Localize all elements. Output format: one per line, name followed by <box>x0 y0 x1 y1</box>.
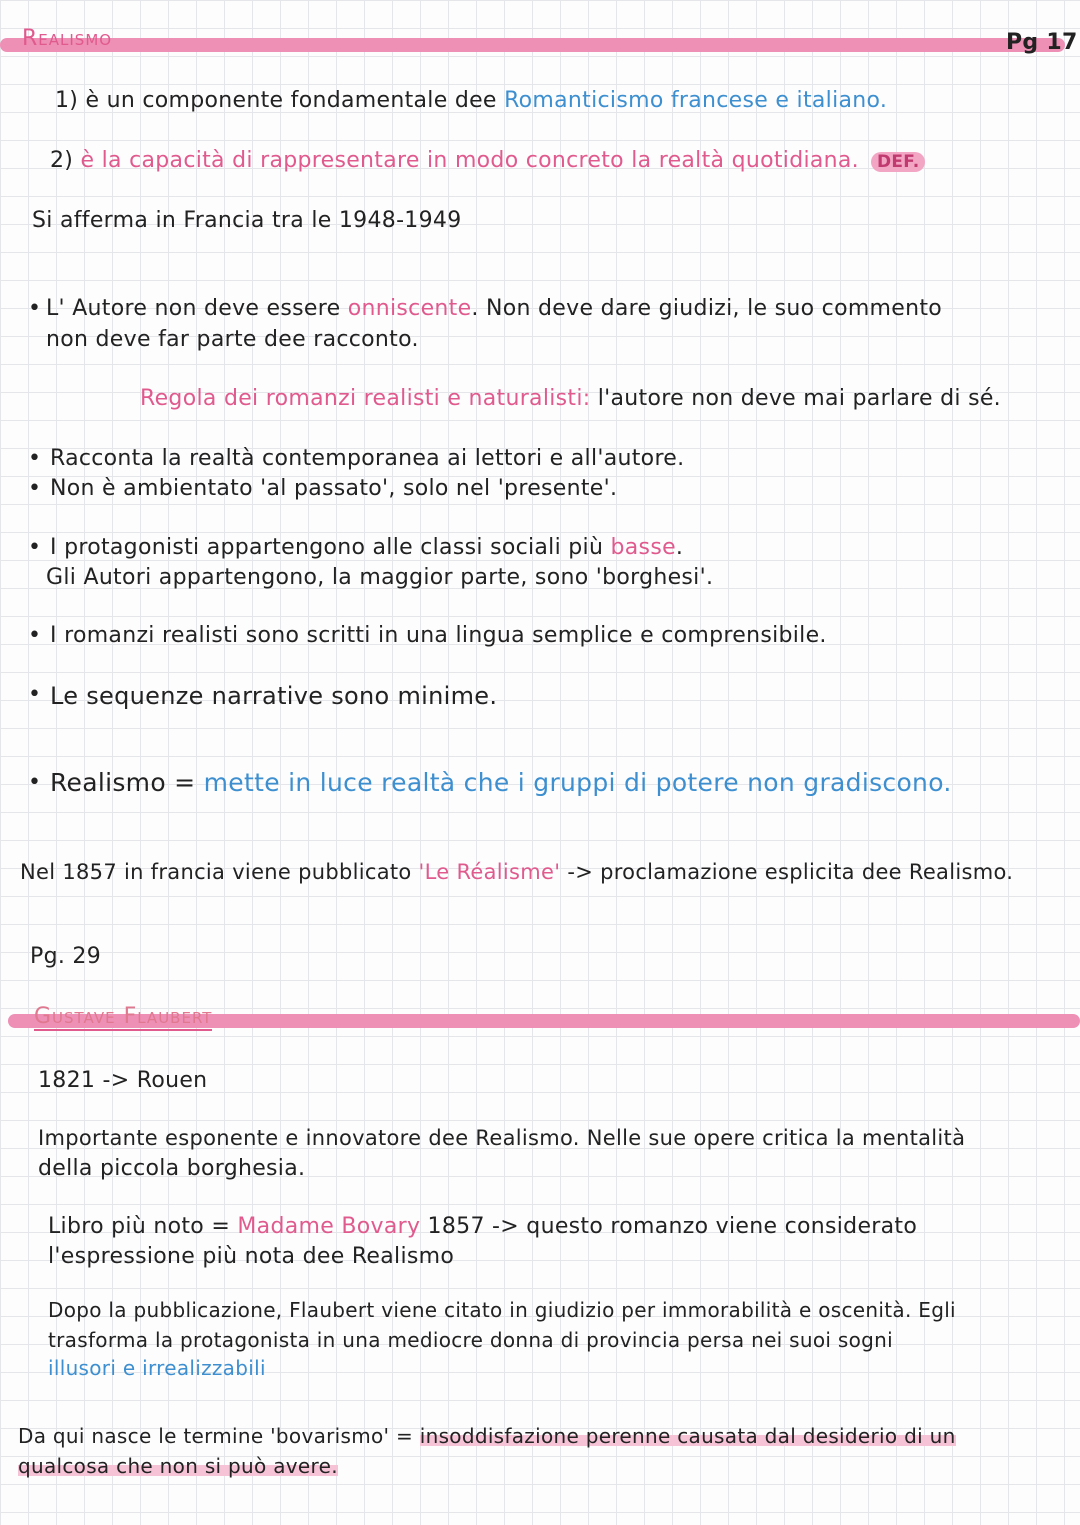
pg29-label: Pg. 29 <box>30 944 102 969</box>
flaubert-p2-line-2: trasforma la protagonista in una mediocre donna di provincia persa nei suoi sogni <box>48 1328 894 1352</box>
publication-title: 'Le Réalisme' <box>418 860 561 884</box>
bullet-6: Le sequenze narrative sono minime. <box>50 682 498 710</box>
bullet-7 <box>50 768 952 797</box>
intro-item-1 <box>55 88 887 113</box>
publication-line <box>20 860 1013 884</box>
bovarismo-term: Da qui nasce le termine 'bovarismo' = <box>18 1424 420 1448</box>
bullet-1-line-2: non deve far parte dee racconto. <box>46 327 419 352</box>
page-title: Realismo <box>22 26 113 51</box>
bullet-dot: • <box>28 682 41 707</box>
bullet-dot: • <box>28 296 41 321</box>
affirm-text: Si afferma in Francia tra le 1948-1949 <box>32 208 462 233</box>
flaubert-p1-line-1: Importante esponente e innovatore dee Realismo. Nelle sue opere critica la mentalità <box>38 1126 966 1150</box>
bullet-dot: • <box>28 770 41 795</box>
publication-text: Nel 1857 in francia viene pubblicato <box>20 860 419 884</box>
bullet-dot: • <box>28 623 41 648</box>
bullet-4-line-1 <box>50 535 683 560</box>
intro-item-1-highlight: Romanticismo francese e italiano. <box>504 88 888 113</box>
bovarismo-definition-cont: qualcosa che non si può avere. <box>18 1454 338 1478</box>
bullet-dot: • <box>28 476 41 501</box>
def-badge: DEF. <box>871 152 926 172</box>
bullet-4-highlight: basse <box>610 535 676 560</box>
page-number: Pg 17 <box>1006 30 1078 55</box>
flaubert-birth: 1821 -> Rouen <box>38 1068 208 1093</box>
flaubert-p2-line-3: illusori e irrealizzabili <box>48 1356 266 1380</box>
bullet-1-highlight: onniscente <box>347 296 472 321</box>
rule-label: Regola dei romanzi realisti e naturalisti: <box>140 386 591 411</box>
bullet-1-text-cont: . Non deve dare giudizi, le suo commento <box>471 296 943 321</box>
intro-item-1-text: 1) è un componente fondamentale dee <box>55 88 505 113</box>
bullet-1-text: L' Autore non deve essere <box>46 296 348 321</box>
flaubert-p1-line-2: della piccola borghesia. <box>38 1156 306 1181</box>
bullet-4-line-2: Gli Autori appartengono, la maggior parte, sono 'borghesi'. <box>46 565 714 590</box>
realismo-label: Realismo = <box>50 768 204 797</box>
realismo-definition: mette in luce realtà che i gruppi di potere non gradiscono. <box>203 768 952 797</box>
flaubert-book-line-2: l'espressione più nota dee Realismo <box>48 1244 455 1269</box>
bullet-4-text: I protagonisti appartengono alle classi sociali più <box>50 535 611 560</box>
intro-item-2-number: 2) <box>50 148 81 173</box>
book-label: Libro più noto = <box>48 1214 238 1239</box>
section-title-flaubert: Gustave Flaubert <box>34 1004 213 1029</box>
intro-item-2-definition: è la capacità di rappresentare in modo concreto la realtà quotidiana. <box>80 148 859 173</box>
flaubert-book-line-1 <box>48 1214 917 1239</box>
bovarismo-line-2 <box>18 1454 338 1478</box>
bullet-2: Racconta la realtà contemporanea ai lettori e all'autore. <box>50 446 685 471</box>
book-title: Madame Bovary <box>237 1214 421 1239</box>
book-note: 1857 -> questo romanzo viene considerato <box>420 1214 918 1239</box>
bullet-1-line-1 <box>46 296 942 321</box>
bovarismo-line-1 <box>18 1424 956 1448</box>
rule-line <box>140 386 1001 411</box>
bovarismo-definition: insoddisfazione perenne causata dal desiderio di un <box>419 1424 956 1448</box>
publication-note: -> proclamazione esplicita dee Realismo. <box>560 860 1014 884</box>
title-underline-bar <box>0 38 1065 52</box>
bullet-4-period: . <box>675 535 684 560</box>
rule-text: l'autore non deve mai parlare di sé. <box>590 386 1001 411</box>
bullet-dot: • <box>28 446 41 471</box>
flaubert-p2-line-1: Dopo la pubblicazione, Flaubert viene citato in giudizio per immorabilità e oscenità. Egli <box>48 1298 956 1322</box>
intro-item-2 <box>50 148 925 173</box>
bullet-5: I romanzi realisti sono scritti in una lingua semplice e comprensibile. <box>50 623 827 648</box>
bullet-dot: • <box>28 535 41 560</box>
bullet-3: Non è ambientato 'al passato', solo nel 'presente'. <box>50 476 618 501</box>
